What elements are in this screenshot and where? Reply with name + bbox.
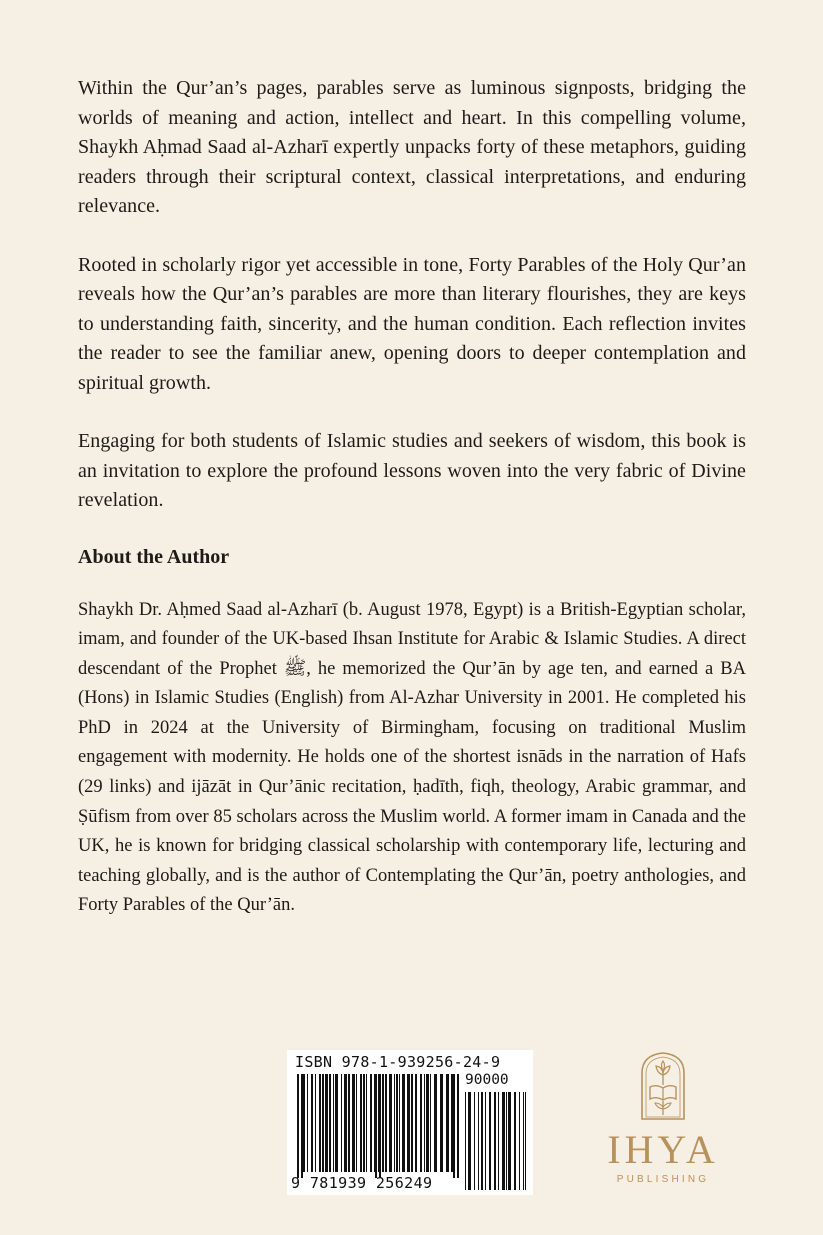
- publisher-subtitle: PUBLISHING: [616, 1174, 710, 1185]
- blurb-paragraph-2: Rooted in scholarly rigor yet accessible in tone, Forty Parables of the Holy Qur’an reveals how the Qur’an’s parables are more than literary flourishes, they are keys to understanding faith, sincerity, and the human condition. Each reflection invites the reader to see the familiar anew, opening doors to deeper contemplation and spiritual growth.: [78, 253, 746, 394]
- barcode-digits: 9 781939 256249: [291, 1174, 433, 1192]
- back-cover-text: [78, 74, 746, 921]
- publisher-name: IHYA: [607, 1127, 719, 1172]
- isbn-barcode: [287, 1050, 533, 1195]
- publisher-logo: [588, 1048, 738, 1198]
- about-author-text: Shaykh Dr. Aḥmed Saad al-Azharī (b. August 1978, Egypt) is a British-Egyptian scholar, imam, and founder of the UK-based Ihsan Institute for Arabic & Islamic Studies. A direct descendant of the Prophet ﷺ, he memorized the Qur’ān by age ten, and earned a BA (Hons) in Islamic Studies (English) from Al-Azhar University in 2001. He completed his PhD in 2024 at the University of Birmingham, focusing on traditional Muslim engagement with modernity. He holds one of the shortest isnāds in the narration of Hafs (29 links) and ijāzāt in Qur’ānic recitation, ḥadīth, fiqh, theology, Arabic grammar, and Ṣūfism from over 85 scholars across the Muslim world. A former imam in Canada and the UK, he is known for bridging classical scholarship with contemporary life, lecturing and teaching globally, and is the author of Contemplating the Qur’ān, poetry anthologies, and Forty Parables of the Qur’ān.: [78, 599, 746, 916]
- price-code: 90000: [465, 1072, 509, 1088]
- blurb-paragraph-1: Within the Qur’an’s pages, parables serve as luminous signposts, bridging the worlds of meaning and action, intellect and heart. In this compelling volume, Shaykh Aḥmad Saad al-Azharī expertly unpacks forty of these metaphors, guiding readers through their scriptural context, classical interpretations, and enduring relevance.: [78, 77, 746, 217]
- isbn-label: ISBN 978-1-939256-24-9: [295, 1053, 501, 1071]
- about-author-heading: About the Author: [78, 545, 230, 568]
- blurb-paragraph-3: Engaging for both students of Islamic studies and seekers of wisdom, this book is an invitation to explore the profound lessons woven into the very fabric of Divine revelation.: [78, 430, 746, 511]
- open-book-emblem-icon: [638, 1051, 688, 1121]
